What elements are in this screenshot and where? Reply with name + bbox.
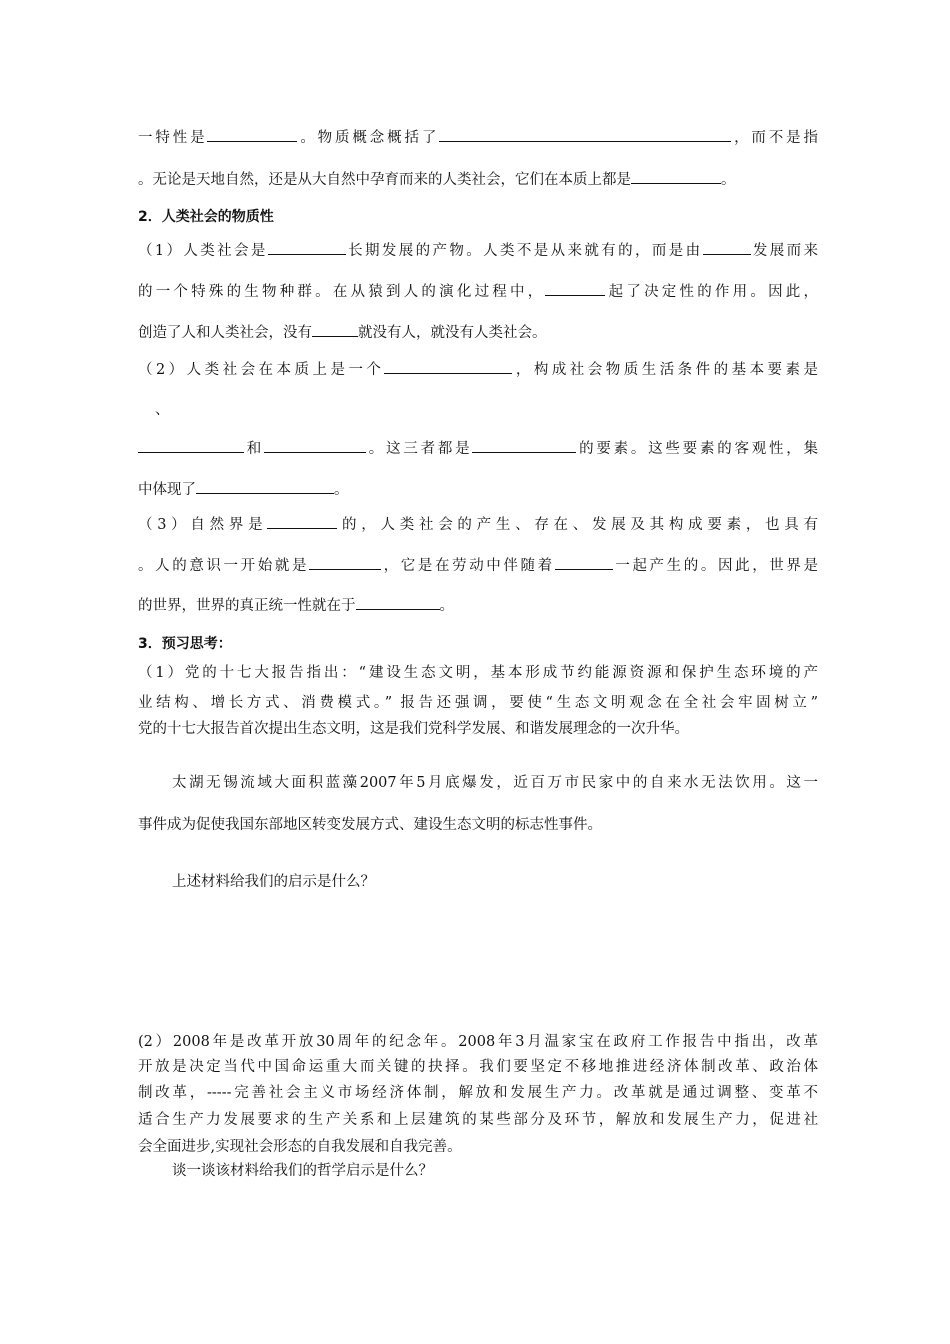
text: ，构成社会物质生活条件的基本要素是 xyxy=(512,362,819,378)
blank xyxy=(207,127,297,142)
text-line: 适合生产力发展要求的生产关系和上层建筑的某些部分及环节，解放和发展生产力，促进社 xyxy=(138,1112,818,1128)
text: 。无论是天地自然，还是从大自然中孕育而来的人类社会，它们在本质上都是 xyxy=(138,172,631,188)
text-line: 制改革，-----完善社会主义市场经济体制，解放和发展生产力。改革就是通过调整、变革不 xyxy=(138,1085,818,1101)
question: 上述材料给我们的启示是什么？ xyxy=(172,874,375,890)
blank xyxy=(267,514,337,529)
text: 发展而来 xyxy=(750,243,819,259)
text: 起了决定性的作用。因此， xyxy=(605,284,819,300)
text: 。 xyxy=(334,482,349,498)
blank xyxy=(312,322,358,337)
text: 。这三者都是 xyxy=(366,441,473,457)
text: 创造了人和人类社会，没有 xyxy=(138,325,312,341)
text: （1）人类社会是 xyxy=(138,243,268,259)
text-line xyxy=(138,595,818,616)
text: 的世界，世界的真正统一性就在于 xyxy=(138,598,356,614)
text-line xyxy=(138,240,818,261)
text: 。 xyxy=(721,172,736,188)
text: ，它是在劳动中伴随着 xyxy=(381,558,555,574)
section-heading: 3．预习思考： xyxy=(138,636,232,652)
text: 。人的意识一开始就是 xyxy=(138,558,310,574)
text: （2）人类社会在本质上是一个 xyxy=(138,362,385,378)
blank xyxy=(555,555,613,570)
question: 谈一谈该材料给我们的哲学启示是什么？ xyxy=(172,1163,433,1179)
text-line xyxy=(138,281,818,302)
text-line: 太湖无锡流域大面积蓝藻2007年5月底爆发，近百万市民家中的自来水无法饮用。这一 xyxy=(172,775,818,791)
text: 和 xyxy=(244,441,265,457)
blank xyxy=(268,240,346,255)
text-line: 事件成为促使我国东部地区转变发展方式、建设生态文明的标志性事件。 xyxy=(138,817,602,833)
text: 的，人类社会的产生、存在、发展及其构成要素，也具有 xyxy=(337,517,819,533)
text-line: 会全面进步,实现社会形态的自我发展和自我完善。 xyxy=(138,1139,462,1155)
blank xyxy=(472,438,576,453)
text: 。物质概念概括了 xyxy=(297,130,440,146)
section-heading: 2．人类社会的物质性 xyxy=(138,209,274,225)
text-line: 开放是决定当代中国命运重大而关键的抉择。我们要坚定不移地推进经济体制改革、政治体 xyxy=(138,1059,818,1075)
text: 一特性是 xyxy=(138,130,208,146)
text-line: （1）党的十七大报告指出：“建设生态文明，基本形成节约能源资源和保护生态环境的产 xyxy=(138,665,818,681)
text-line: (2）2008年是改革开放30周年的纪念年。2008年3月温家宝在政府工作报告中指出，改革 xyxy=(138,1034,818,1050)
text: （3）自然界是 xyxy=(138,517,268,533)
text: 中体现了 xyxy=(138,482,196,498)
text: 一起产生的。因此，世界是 xyxy=(612,558,819,574)
text-line xyxy=(138,438,818,459)
text-line xyxy=(138,555,818,576)
blank xyxy=(309,555,381,570)
text: 的要素。这些要素的客观性，集 xyxy=(576,441,819,457)
blank xyxy=(196,479,334,494)
text-line xyxy=(138,479,818,500)
text-line xyxy=(155,400,835,420)
text: 、 xyxy=(155,402,170,418)
text: 。 xyxy=(439,598,454,614)
text-line: 业结构、增长方式、消费模式。” 报告还强调，要使“生态文明观念在全社会牢固树立” xyxy=(138,695,818,711)
blank xyxy=(439,127,731,142)
blank xyxy=(264,438,366,453)
blank xyxy=(356,595,440,610)
blank xyxy=(545,281,605,296)
text: 就没有人，就没有人类社会。 xyxy=(358,325,547,341)
text-line xyxy=(138,322,818,343)
text: 长期发展的产物。人类不是从来就有的，而是由 xyxy=(345,243,703,259)
blank xyxy=(384,359,512,374)
text-line xyxy=(138,359,818,380)
text-line xyxy=(138,127,818,148)
blank xyxy=(703,240,751,255)
blank xyxy=(631,169,721,184)
blank xyxy=(138,438,244,453)
text-line xyxy=(138,169,818,190)
text: ，而不是指 xyxy=(731,130,819,146)
text-line: 党的十七大报告首次提出生态文明，这是我们党科学发展、和谐发展理念的一次升华。 xyxy=(138,721,689,737)
text-line xyxy=(138,514,818,535)
text: 的一个特殊的生物种群。在从猿到人的演化过程中， xyxy=(138,284,546,300)
